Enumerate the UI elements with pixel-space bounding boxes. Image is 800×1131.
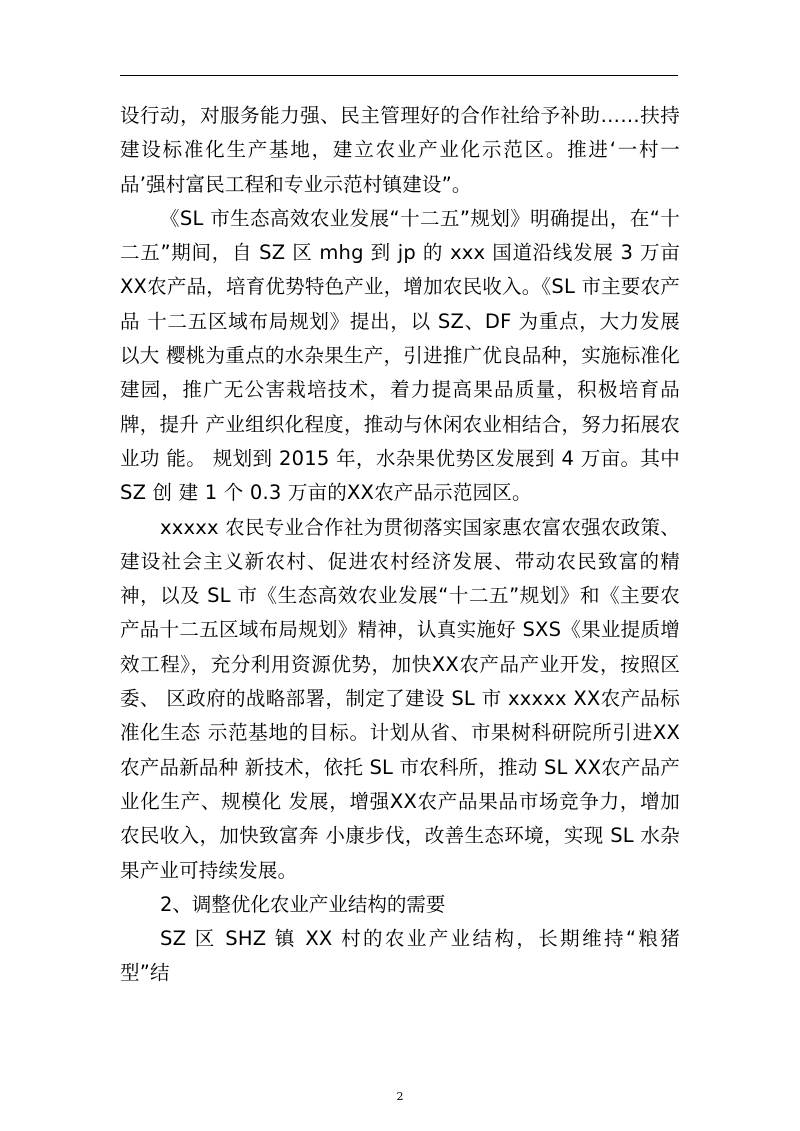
- paragraph-2: 《SL 市生态高效农业发展“十二五”规划》明确提出，在“十二五”期间，自 SZ 区 mhg 到 jp 的 xxx 国道沿线发展 3 万亩XX农产品，培育优势特色产业，增加农民收入。《SL 市主要农产品 十二五区域布局规划》提出，以 SZ、DF 为重点，大力发展以大 樱桃为重点的水杂果生产，引进推广优良品种，实施标准化建园，推广无公害栽培技术，着力提高果品质量，积极培育品牌，提升 产业组织化程度，推动与休闲农业相结合，努力拓展农业功 能。 规划到 2015 年，水杂果优势区发展到 4 万亩。其中 SZ 创 建 1 个 0.3 万亩的XX农产品示范园区。: [120, 206, 680, 505]
- section-heading: 2、调整优化农业产业结构的需要: [160, 892, 446, 916]
- paragraph-1: 设行动，对服务能力强、民主管理好的合作社给予补助……扶持建设标准化生产基地，建立农业产业化示范区。推进‘一村一品’强村富民工程和专业示范村镇建设”。: [120, 104, 680, 196]
- header-rule: [120, 75, 678, 76]
- document-body: [120, 99, 680, 991]
- paragraph-4: SZ 区 SHZ 镇 XX 村的农业产业结构，长期维持“粮猪型”结: [120, 927, 680, 985]
- paragraph-3: xxxxx 农民专业合作社为贯彻落实国家惠农富农强农政策、建设社会主义新农村、促进农村经济发展、带动农民致富的精神，以及 SL 市《生态高效农业发展“十二五”规划》和《主要农产品十二五区域布局规划》精神，认真实施好 SXS《果业提质增效工程》，充分利用资源优势，加快XX农产品产业开发，按照区委、 区政府的战略部署，制定了建设 SL 市 xxxxx XX农产品标准化生态 示范基地的目标。计划从省、市果树科研院所引进XX农产品新品种 新技术，依托 SL 市农科所，推动 SL XX农产品产业化生产、规模化 发展，增强XX农产品果品市场竞争力，增加农民收入，加快致富奔 小康步伐，改善生态环境，实现 SL 水杂果产业可持续发展。: [120, 515, 680, 882]
- page-number: 2: [396, 1090, 404, 1103]
